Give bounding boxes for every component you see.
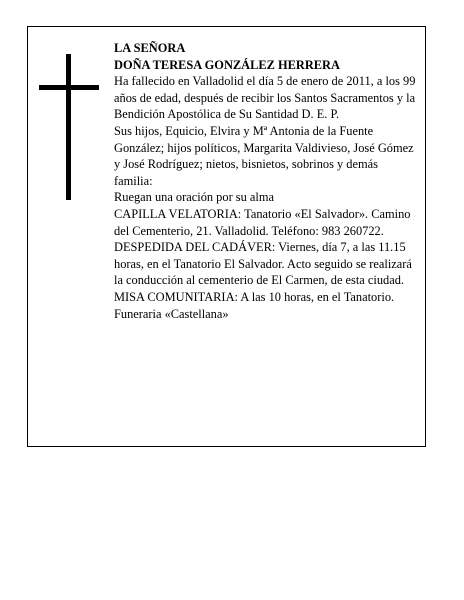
farewell-info: DESPEDIDA DEL CADÁVER: Viernes, día 7, a las 11.15 horas, en el Tanatorio El Salvador. Acto seguido se realizará la conducción al cementerio de El Carmen, de esta ciudad. [114,240,412,288]
wake-info: CAPILLA VELATORIA: Tanatorio «El Salvador». Camino del Cementerio, 21. Valladolid. Teléfono: 983 260722. [114,206,411,238]
mass-info: MISA COMUNITARIA: A las 10 horas, en el Tanatorio. [114,289,395,304]
family-list: Sus hijos, Equicio, Elvira y Mª Antonia de la Fuente González; hijos políticos, Margarita Valdivieso, José Gómez y José Rodríguez; nietos, bisnietos, sobrinos y demás familia: [114,123,414,188]
obituary-notice [27,26,426,447]
prayer-request: Ruegan una oración por su alma [114,190,274,205]
notice-text [114,40,419,322]
funeral-home: Funeraria «Castellana» [114,306,229,321]
death-announcement: Ha fallecido en Valladolid el día 5 de enero de 2011, a los 99 años de edad, después de recibir los Santos Sacramentos y la Bendición Apostólica de Su Santidad D. E. P. [114,74,416,122]
cross-horizontal-bar [39,85,99,90]
honorific: LA SEÑORA [114,41,186,55]
cross-icon [39,54,99,200]
cross-vertical-bar [66,54,71,200]
deceased-name: DOÑA TERESA GONZÁLEZ HERRERA [114,57,340,72]
